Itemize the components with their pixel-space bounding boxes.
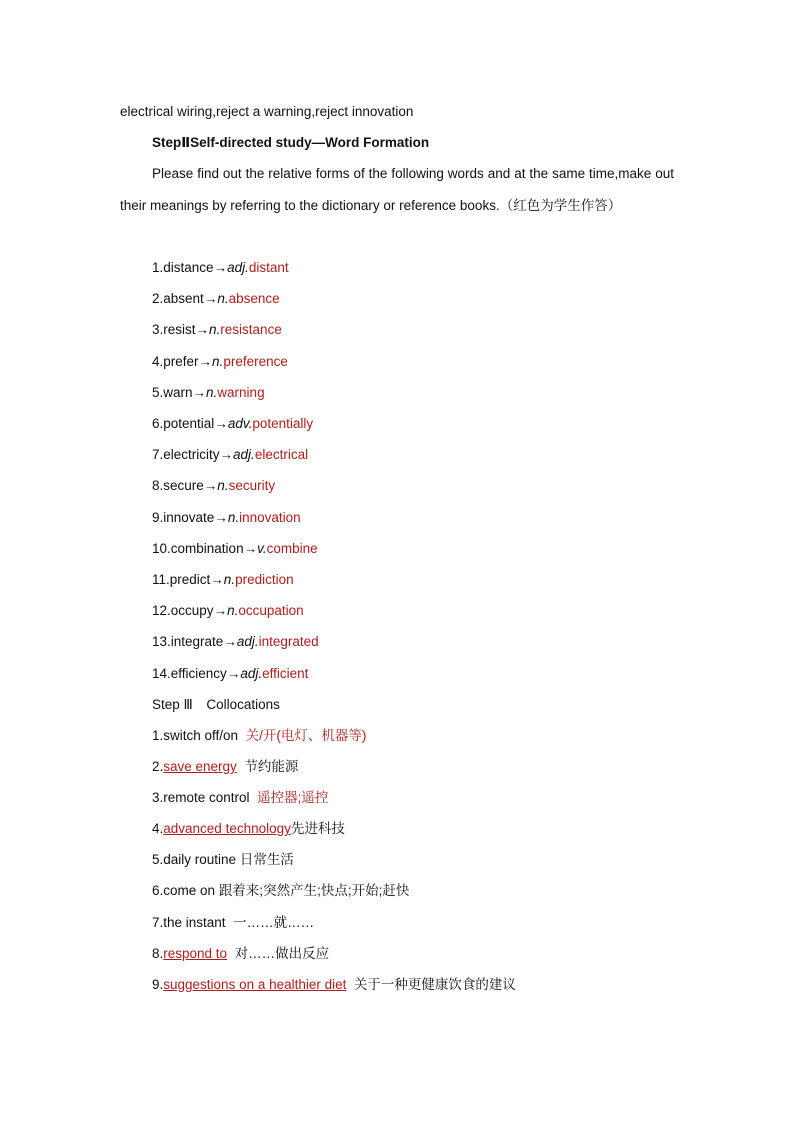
item-number: 12. bbox=[152, 603, 171, 618]
part-of-speech: n. bbox=[223, 572, 236, 587]
collocation-chinese: 对……做出反应 bbox=[234, 946, 330, 961]
arrow-icon: → bbox=[203, 291, 218, 306]
base-word: prefer bbox=[163, 354, 199, 369]
collocation-item bbox=[152, 914, 314, 932]
part-of-speech: n. bbox=[227, 603, 239, 618]
base-word: distance bbox=[163, 260, 214, 275]
part-of-speech: adj. bbox=[227, 260, 249, 275]
answer: preference bbox=[223, 354, 288, 369]
answer: efficient bbox=[262, 666, 309, 681]
part-of-speech: adj. bbox=[240, 666, 263, 681]
intro-line: electrical wiring,reject a warning,reject innovation bbox=[120, 104, 414, 119]
answer: innovation bbox=[239, 510, 301, 525]
arrow-icon: → bbox=[219, 447, 234, 462]
base-word: innovate bbox=[163, 510, 215, 525]
item-number: 1. bbox=[152, 260, 164, 275]
arrow-icon: → bbox=[213, 260, 228, 275]
word-item bbox=[152, 633, 319, 651]
part-of-speech: n. bbox=[209, 322, 221, 337]
part-of-speech: n. bbox=[227, 510, 240, 525]
arrow-icon: → bbox=[214, 416, 228, 431]
item-number: 9. bbox=[152, 977, 164, 992]
item-number: 14. bbox=[152, 666, 171, 681]
base-word: resist bbox=[163, 322, 196, 337]
part-of-speech: n. bbox=[206, 385, 218, 400]
collocation-english: advanced technology bbox=[163, 821, 291, 836]
word-item bbox=[152, 602, 304, 620]
item-number: 1. bbox=[152, 728, 164, 743]
collocation-chinese: 关/开(电灯、机器等) bbox=[245, 728, 367, 743]
collocation-chinese: 遥控器;遥控 bbox=[257, 790, 329, 805]
arrow-icon: → bbox=[210, 572, 224, 587]
word-item bbox=[152, 446, 308, 464]
collocation-item bbox=[152, 789, 328, 807]
collocation-english: the instant bbox=[163, 915, 226, 930]
arrow-icon: → bbox=[243, 541, 258, 556]
item-number: 6. bbox=[152, 883, 164, 898]
word-item bbox=[152, 384, 265, 402]
answer: prediction bbox=[235, 572, 294, 587]
word-item bbox=[152, 353, 288, 371]
collocation-english: remote control bbox=[163, 790, 250, 805]
arrow-icon: → bbox=[198, 354, 213, 369]
collocation-english: come on bbox=[163, 883, 216, 898]
word-item bbox=[152, 509, 301, 527]
collocation-chinese: 先进科技 bbox=[290, 821, 345, 836]
base-word: absent bbox=[163, 291, 204, 306]
part-of-speech: adj. bbox=[236, 634, 259, 649]
collocation-chinese: 节约能源 bbox=[244, 759, 299, 774]
answer: occupation bbox=[238, 603, 304, 618]
collocation-english: respond to bbox=[163, 946, 228, 961]
base-word: electricity bbox=[163, 447, 220, 462]
base-word: efficiency bbox=[170, 666, 227, 681]
arrow-icon: → bbox=[214, 510, 228, 525]
item-number: 11. bbox=[152, 572, 170, 587]
collocation-chinese: 一……就…… bbox=[233, 915, 315, 930]
collocation-english: daily routine bbox=[163, 852, 237, 867]
collocation-item bbox=[152, 758, 298, 776]
word-item bbox=[152, 540, 318, 558]
collocation-item bbox=[152, 976, 516, 994]
word-item bbox=[152, 259, 289, 277]
item-number: 7. bbox=[152, 915, 164, 930]
arrow-icon: → bbox=[223, 634, 237, 649]
collocation-chinese: 跟着来;突然产生;快点;开始;赶快 bbox=[218, 883, 410, 898]
part-of-speech: n. bbox=[212, 354, 224, 369]
item-number: 8. bbox=[152, 478, 164, 493]
word-item bbox=[152, 665, 308, 683]
item-number: 13. bbox=[152, 634, 171, 649]
item-number: 2. bbox=[152, 759, 164, 774]
item-number: 7. bbox=[152, 447, 164, 462]
arrow-icon: → bbox=[192, 385, 207, 400]
part-of-speech: v. bbox=[257, 541, 267, 556]
base-word: predict bbox=[169, 572, 211, 587]
collocation-english: switch off/on bbox=[163, 728, 239, 743]
arrow-icon: → bbox=[195, 322, 210, 337]
part-of-speech: adv. bbox=[227, 416, 253, 431]
answer: security bbox=[228, 478, 276, 493]
answer: distant bbox=[248, 260, 289, 275]
answer: warning bbox=[217, 385, 265, 400]
collocation-item bbox=[152, 945, 329, 963]
item-number: 2. bbox=[152, 291, 164, 306]
item-number: 10. bbox=[152, 541, 171, 556]
collocation-chinese: 日常生活 bbox=[239, 852, 294, 867]
collocation-item bbox=[152, 727, 366, 745]
base-word: potential bbox=[163, 416, 215, 431]
collocation-item bbox=[152, 851, 294, 869]
base-word: occupy bbox=[170, 603, 214, 618]
collocation-chinese: 关于一种更健康饮食的建议 bbox=[353, 977, 516, 992]
arrow-icon: → bbox=[203, 478, 218, 493]
collocation-item bbox=[152, 820, 345, 838]
step2-instruction: Please find out the relative forms of the following words and at the same time,make out their meanings by referring to the dictionary or reference books.（红色为学生作答） bbox=[120, 166, 674, 213]
answer: potentially bbox=[252, 416, 314, 431]
part-of-speech: n. bbox=[217, 291, 229, 306]
item-number: 5. bbox=[152, 852, 164, 867]
step2-heading: StepⅡSelf-directed study—Word Formation bbox=[152, 135, 430, 150]
answer: combine bbox=[266, 541, 318, 556]
word-item bbox=[152, 290, 280, 308]
base-word: secure bbox=[163, 478, 204, 493]
arrow-icon: → bbox=[226, 666, 241, 681]
answer: integrated bbox=[258, 634, 319, 649]
collocation-item bbox=[152, 882, 409, 900]
item-number: 6. bbox=[152, 416, 164, 431]
step3-heading: Step Ⅲ Collocations bbox=[152, 697, 280, 712]
base-word: combination bbox=[170, 541, 244, 556]
item-number: 3. bbox=[152, 790, 164, 805]
base-word: warn bbox=[163, 385, 193, 400]
part-of-speech: n. bbox=[217, 478, 229, 493]
part-of-speech: adj. bbox=[233, 447, 255, 462]
answer: absence bbox=[228, 291, 280, 306]
collocation-english: suggestions on a healthier diet bbox=[163, 977, 347, 992]
collocation-english: save energy bbox=[163, 759, 237, 774]
item-number: 4. bbox=[152, 354, 164, 369]
word-item bbox=[152, 415, 313, 433]
answer: electrical bbox=[254, 447, 309, 462]
answer: resistance bbox=[220, 322, 282, 337]
item-number: 3. bbox=[152, 322, 164, 337]
arrow-icon: → bbox=[213, 603, 228, 618]
item-number: 8. bbox=[152, 946, 164, 961]
word-item bbox=[152, 477, 275, 495]
item-number: 9. bbox=[152, 510, 164, 525]
word-item bbox=[152, 571, 294, 589]
item-number: 4. bbox=[152, 821, 164, 836]
word-item bbox=[152, 321, 282, 339]
base-word: integrate bbox=[170, 634, 224, 649]
item-number: 5. bbox=[152, 385, 164, 400]
